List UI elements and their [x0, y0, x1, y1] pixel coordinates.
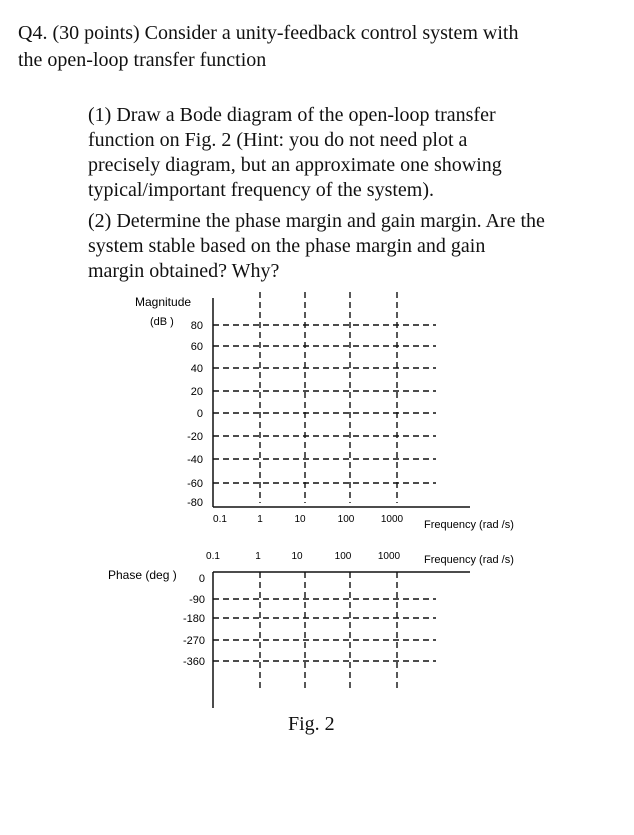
sub-question-line: (2) Determine the phase margin and gain margin. Are the: [88, 210, 545, 232]
magnitude-x-tick: 100: [337, 514, 355, 525]
magnitude-x-ticks: [213, 514, 404, 525]
phase-plot: [108, 551, 514, 708]
magnitude-x-label: Frequency (rad /s): [424, 519, 514, 531]
sub-question-line: (1) Draw a Bode diagram of the open-loop transfer: [88, 104, 496, 126]
phase-grid: [213, 572, 436, 690]
sub-question-2: [88, 209, 634, 284]
phase-y-tick: -90: [189, 594, 205, 606]
figure-caption: Fig. 2: [288, 713, 335, 735]
magnitude-x-tick: 1000: [380, 514, 404, 525]
sub-question-line: precisely diagram, but an approximate one showing: [88, 154, 502, 176]
magnitude-x-tick: 1: [257, 514, 263, 525]
magnitude-x-tick: 10: [294, 514, 306, 525]
phase-x-tick: 100: [334, 551, 352, 562]
question-header: [18, 20, 618, 74]
phase-x-ticks: [206, 551, 401, 562]
phase-x-label: Frequency (rad /s): [424, 554, 514, 566]
phase-y-ticks: [183, 573, 205, 668]
phase-x-tick: 0.1: [206, 551, 220, 562]
sub-question-line: margin obtained? Why?: [88, 260, 280, 282]
magnitude-y-tick: -40: [187, 454, 203, 466]
question-line: the open-loop transfer function: [18, 49, 267, 71]
phase-title: Phase (deg ): [108, 568, 177, 582]
magnitude-unit: (dB ): [150, 316, 174, 328]
sub-question-line: typical/important frequency of the system).: [88, 179, 435, 201]
phase-y-tick: -360: [182, 656, 205, 668]
magnitude-y-tick: 80: [190, 320, 203, 332]
phase-x-tick: 10: [291, 551, 303, 562]
magnitude-y-tick: 20: [190, 386, 203, 398]
magnitude-y-ticks: [187, 320, 203, 509]
magnitude-plot: [135, 292, 514, 531]
phase-y-tick: -270: [182, 635, 205, 647]
magnitude-y-tick: -60: [187, 478, 203, 490]
magnitude-grid: [213, 292, 436, 503]
magnitude-y-tick: 60: [190, 341, 203, 353]
bode-figure: [0, 285, 634, 735]
phase-x-tick: 1: [255, 551, 261, 562]
phase-x-tick: 1000: [377, 551, 401, 562]
phase-y-tick: 0: [198, 573, 205, 585]
magnitude-y-tick: -80: [187, 497, 203, 509]
sub-question-line: function on Fig. 2 (Hint: you do not need plot a: [88, 129, 468, 151]
magnitude-title: Magnitude: [135, 295, 192, 309]
question-line: Q4. (30 points) Consider a unity-feedback control system with: [18, 22, 519, 44]
sub-question-line: system stable based on the phase margin and gain: [88, 235, 486, 257]
phase-y-tick: -180: [182, 613, 205, 625]
sub-question-1: [88, 103, 634, 203]
magnitude-y-tick: -20: [187, 431, 203, 443]
magnitude-y-tick: 0: [196, 408, 203, 420]
magnitude-x-tick: 0.1: [213, 514, 227, 525]
magnitude-y-tick: 40: [190, 363, 203, 375]
